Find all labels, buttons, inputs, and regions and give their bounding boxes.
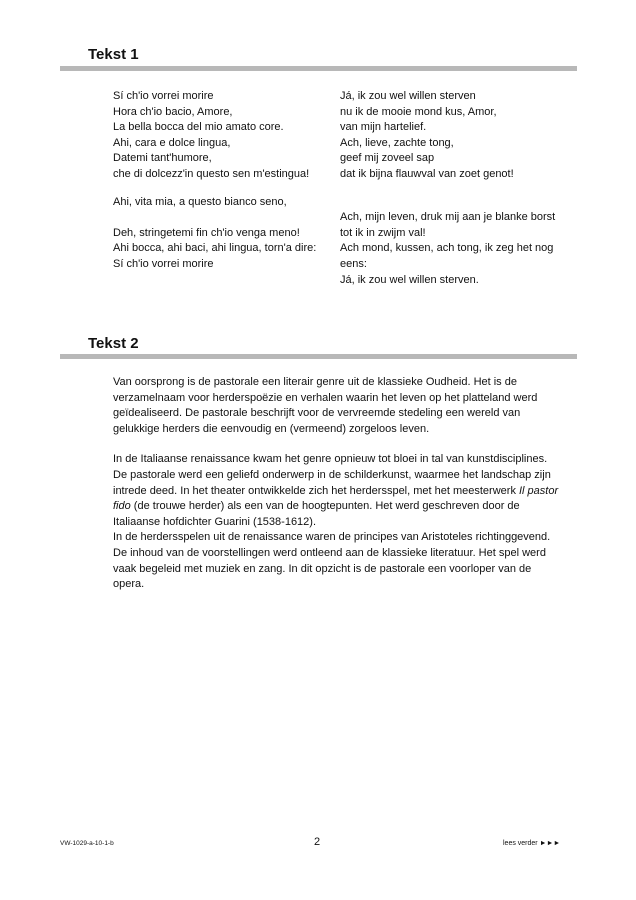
section-rule: [60, 354, 577, 359]
poem-line-it: Ahi bocca, ahi baci, ahi lingua, torn'a dire:: [113, 242, 317, 255]
poem-line-nl: Já, ik zou wel willen sterven: [340, 90, 476, 102]
tekst2-body: [113, 375, 563, 593]
poem-line-it: Deh, stringetemi fin ch'io venga meno!: [113, 226, 300, 239]
paragraph-text: In de Italiaanse renaissance kwam het genre opnieuw tot bloei in tal van kunstdisciplines. De pastorale werd een geliefd onderwerp in de schilderkunst, waarmee het landschap zijn intrede deed. In het theater ontwikkelde zich het herdersspel, met het meesterwerk: [113, 453, 551, 497]
poem-line-nl: Já, ik zou wel willen sterven.: [340, 273, 479, 286]
tekst2-heading: Tekst 2: [88, 335, 139, 352]
work-title: Il pastor fido: [113, 484, 559, 513]
continue-note: lees verder ►►►: [503, 840, 561, 847]
paragraph-gap: [113, 437, 563, 452]
tekst1-heading: Tekst 1: [88, 46, 139, 63]
poem-line-it: Ahi, cara e dolce lingua,: [113, 136, 231, 149]
poem-line-it: Sí ch'io vorrei morire: [113, 257, 214, 270]
poem-line-it: Hora ch'io bacio, Amore,: [113, 105, 233, 118]
poem-line-nl: geef mij zoveel sap: [340, 152, 435, 165]
paragraph-text: (de trouwe herder) als een van de hoogtepunten. Het werd geschreven door de Italiaanse hofdichter Guarini (1538-1612).: [113, 500, 520, 528]
poem-line-nl: van mijn hartelief.: [340, 121, 427, 134]
poem-line-nl: tot ik in zwijm val!: [340, 226, 426, 239]
italian-poem: [113, 89, 328, 273]
poem-line-it: che di dolcezz'in questo sen m'estingua!: [113, 167, 310, 180]
stanza-gap: [113, 183, 328, 195]
poem-line-it: Datemi tant'humore,: [113, 152, 212, 165]
section-rule: [60, 66, 577, 71]
poem-line-nl: dat ik bijna flauwval van zoet genot!: [340, 167, 514, 180]
poem-line-it: Sí ch'io vorrei morire: [113, 90, 214, 102]
poem-line-it: Ahi, vita mia, a questo bianco seno,: [113, 195, 287, 208]
paragraph: Van oorsprong is de pastorale een literair genre uit de klassieke Oudheid. Het is de verzamelnaam voor herderspoëzie en verhalen waarin het leven op het platteland werd geïdealiseerd. De pastorale beschrijft voor de vervreemde stedeling een wereld van gelukkige herders die eenvoudig en (vermeend) zorgeloos leven.: [113, 376, 538, 435]
dutch-translation: [340, 89, 562, 288]
page-number: 2: [314, 836, 321, 848]
exam-code: VW-1029-a-10-1-b: [60, 840, 114, 847]
poem-line-nl: Ach mond, kussen, ach tong, ik zeg het nog eens:: [340, 242, 554, 270]
poem-line-nl: nu ik de mooie mond kus, Amor,: [340, 105, 497, 118]
paragraph: In de herdersspelen uit de renaissance waren de principes van Aristoteles richtinggevend. De inhoud van de voorstellingen werd ontleend aan de klassieke literatuur. Het spel werd vaak begeleid met muziek en zang. In dit opzicht is de pastorale een voorloper van de opera.: [113, 531, 551, 591]
poem-line-nl: Ach, mijn leven, druk mij aan je blanke borst: [340, 211, 556, 224]
poem-line-nl: Ach, lieve, zachte tong,: [340, 136, 454, 149]
stanza-gap: [340, 198, 562, 210]
poem-line-it: La bella bocca del mio amato core.: [113, 121, 284, 134]
paragraph: [113, 452, 563, 530]
